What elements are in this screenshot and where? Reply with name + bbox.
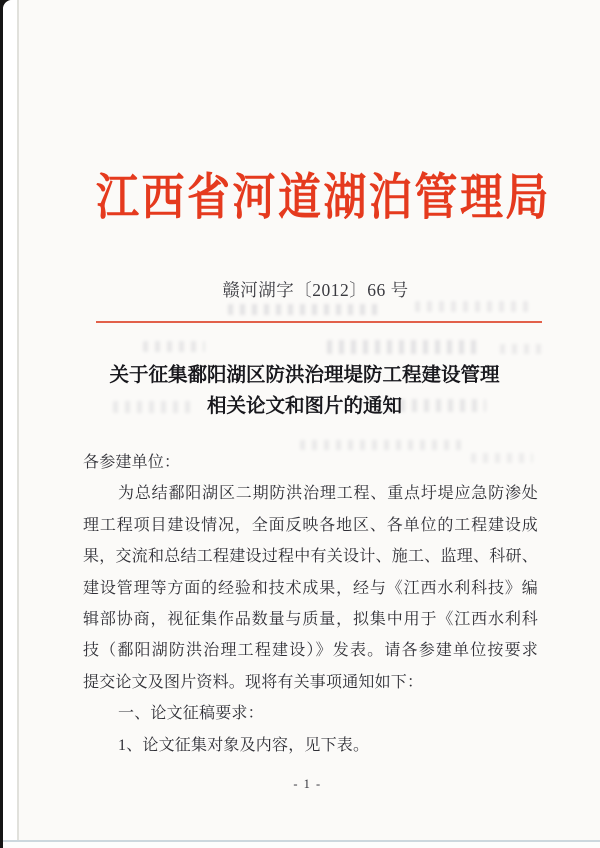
document-number: 赣河湖字〔2012〕66 号 (222, 280, 409, 300)
bleedthrough-mark (415, 301, 533, 312)
document-title-line2: 相关论文和图片的通知 (206, 396, 402, 417)
body-line: 建设管理等方面的经验和技术成果，经与《江西水利科技》编 (83, 579, 538, 597)
page-number: - 1 - (293, 777, 322, 791)
bleedthrough-mark (143, 341, 205, 352)
section-heading: 一、论文征稿要求： (118, 705, 264, 723)
body-line: 为总结鄱阳湖区二期防洪治理工程、重点圩堤应急防渗处 (118, 485, 538, 503)
scan-paper-edge (3, 0, 17, 848)
salutation: 各参建单位： (83, 454, 181, 471)
scan-crease-line (17, 0, 19, 848)
body-line: 技（鄱阳湖防洪治理工程建设）》发表。请各参建单位按要求 (83, 642, 538, 660)
bleedthrough-mark (327, 340, 479, 354)
document-body (83, 447, 538, 761)
body-line: 理工程项目建设情况，全面反映各地区、各单位的工程建设成 (83, 516, 538, 534)
body-line: 果，交流和总结工程建设过程中有关设计、施工、监理、科研、 (83, 548, 538, 566)
list-item-1: 1、论文征集对象及内容，见下表。 (118, 736, 370, 754)
scan-edge-artifact-bottom (3, 842, 600, 848)
body-line: 辑部协商，视征集作品数量与质量，拟集中用于《江西水利科 (83, 610, 538, 628)
body-line: 提交论文及图片资料。现将有关事项通知如下： (83, 673, 424, 691)
document-title-line1: 关于征集鄱阳湖区防洪治理堤防工程建设管理 (109, 365, 500, 386)
agency-red-masthead: 江西省河道湖泊管理局 (96, 171, 551, 226)
red-separator-rule (96, 321, 542, 323)
bleedthrough-mark (228, 304, 380, 315)
scan-bottom-edge-line (3, 840, 600, 842)
document-title (6, 360, 600, 422)
bleedthrough-mark (500, 344, 542, 354)
paper-sheet (3, 0, 600, 848)
